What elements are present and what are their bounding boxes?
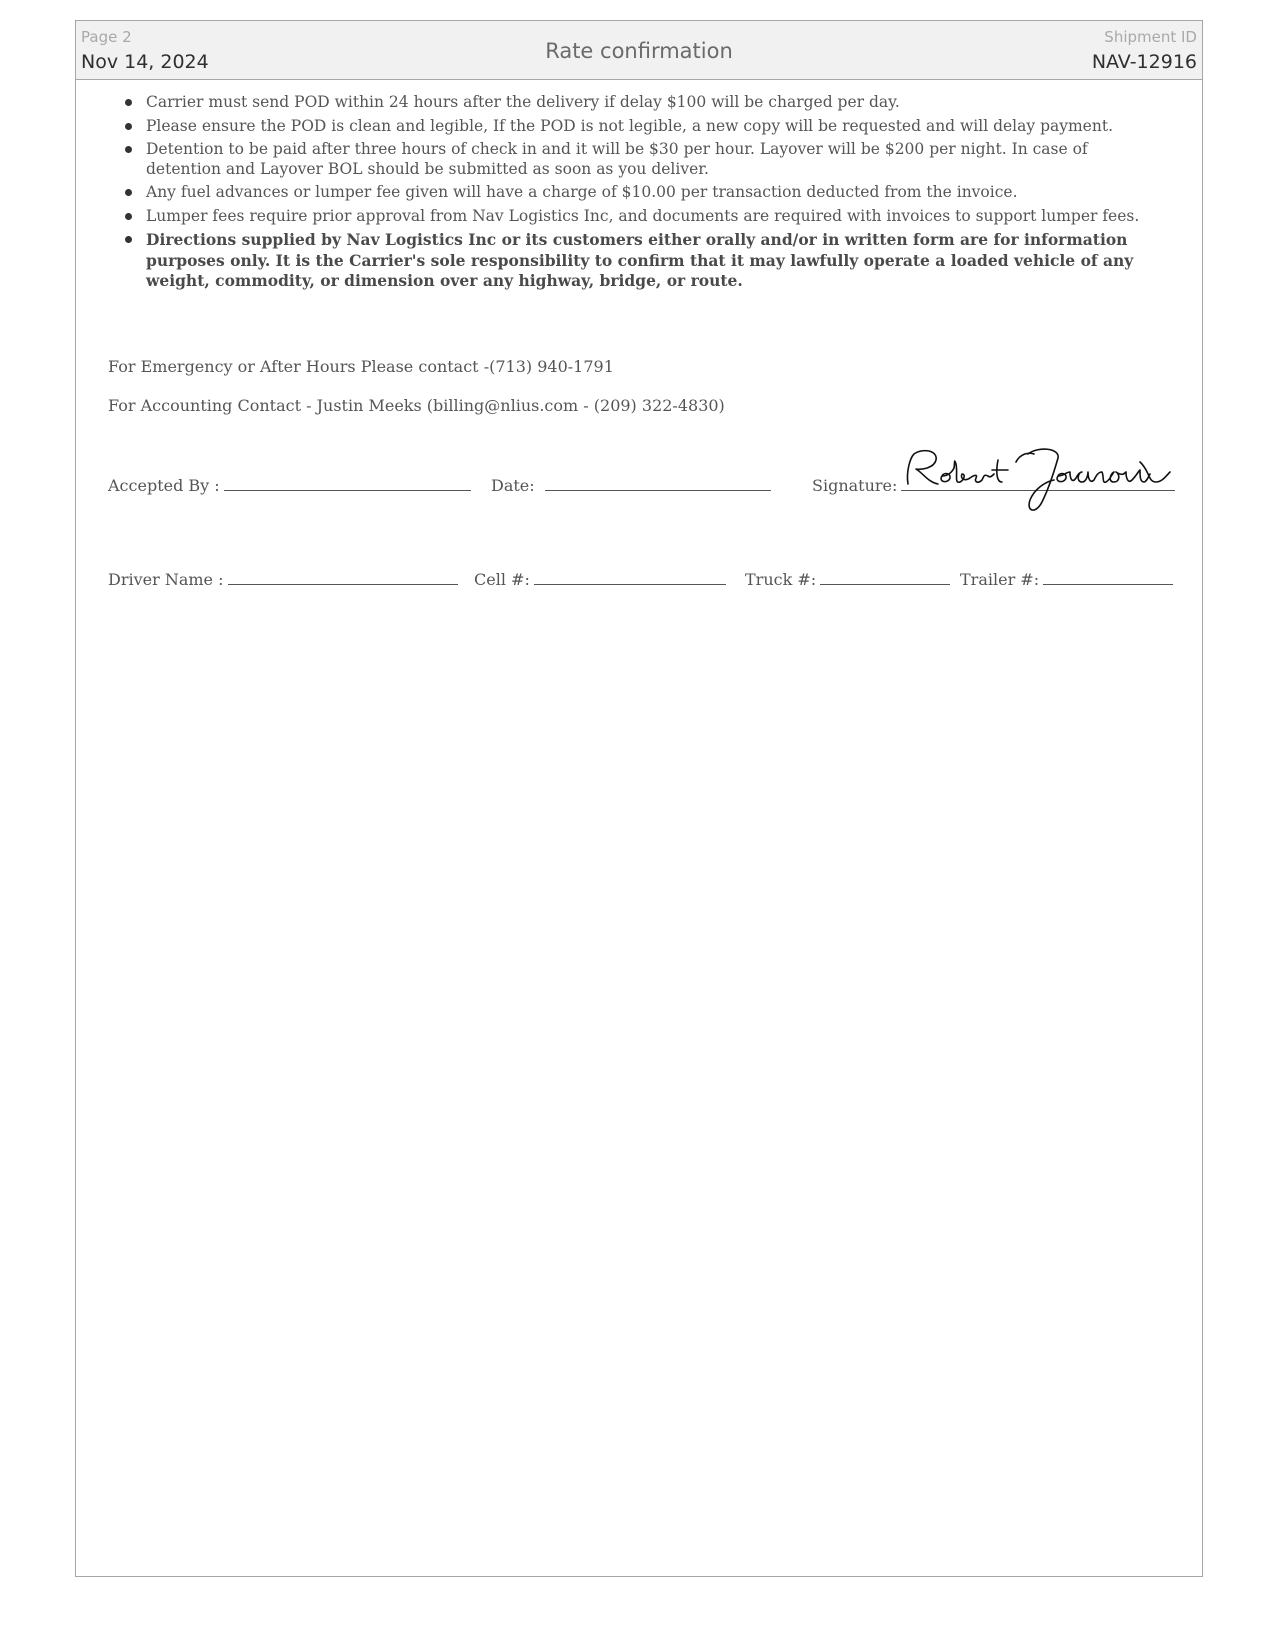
bullet-icon [125,213,132,220]
bullet-icon [125,189,132,196]
term-item [123,183,1165,203]
page-header [76,21,1202,80]
term-text: Please ensure the POD is clean and legible, If the POD is not legible, a new copy will be requested and will delay payment. [146,116,1113,135]
term-item [123,93,1165,113]
date-line[interactable] [545,476,771,491]
term-item [123,117,1165,137]
driver-name-label: Driver Name : [108,570,224,589]
trailer-field[interactable] [960,570,1173,589]
truck-line[interactable] [820,570,950,585]
accounting-contact: For Accounting Contact - Justin Meeks (billing@nlius.com - (209) 322-4830) [108,396,725,415]
cell-line[interactable] [534,570,726,585]
term-text: Carrier must send POD within 24 hours after the delivery if delay $100 will be charged per day. [146,93,900,111]
bullet-icon [125,99,132,106]
date-field[interactable] [491,476,771,495]
accepted-by-label: Accepted By : [108,476,220,495]
accepted-by-field[interactable] [108,476,471,495]
accepted-by-line[interactable] [224,476,471,491]
cell-field[interactable] [474,570,726,589]
document-title: Rate confirmation [545,39,733,63]
shipment-id-value: NAV-12916 [1091,51,1197,73]
signature-label: Signature: [812,476,898,495]
term-text: Any fuel advances or lumper fee given will have a charge of $10.00 per transaction deducted from the invoice. [146,183,1018,201]
document-date: Nov 14, 2024 [81,51,209,73]
driver-name-field[interactable] [108,570,458,589]
bullet-icon [125,123,132,130]
emergency-contact: For Emergency or After Hours Please contact -(713) 940-1791 [108,357,614,376]
bullet-icon [125,236,132,243]
trailer-line[interactable] [1043,570,1173,585]
term-item-bold [123,230,1165,292]
term-item [123,207,1165,227]
bullet-icon [125,146,132,153]
terms-list [123,93,1165,296]
term-text: Detention to be paid after three hours of check in and it will be $30 per hour. Layover will be $200 per night. In case of detention and Layover BOL should be submitted as soon as you deliver. [146,140,1088,178]
term-text: Lumper fees require prior approval from Nav Logistics Inc, and documents are required with invoices to support lumper fees. [146,206,1140,225]
term-item [123,140,1165,179]
term-text: Directions supplied by Nav Logistics Inc or its customers either orally and/or in written form are for information purposes only. It is the Carrier's sole responsibility to confirm that it may lawfully operate a loaded vehicle of any weight, commodity, or dimension over any highway, bridge, or route. [146,230,1134,290]
cell-label: Cell #: [474,570,530,589]
shipment-id-label: Shipment ID [1104,28,1197,46]
trailer-label: Trailer #: [960,570,1040,589]
truck-field[interactable] [745,570,950,589]
date-label: Date: [491,476,535,495]
page-number-label: Page 2 [81,28,132,46]
truck-label: Truck #: [745,570,817,589]
driver-name-line[interactable] [228,570,458,585]
handwritten-signature [898,442,1180,518]
